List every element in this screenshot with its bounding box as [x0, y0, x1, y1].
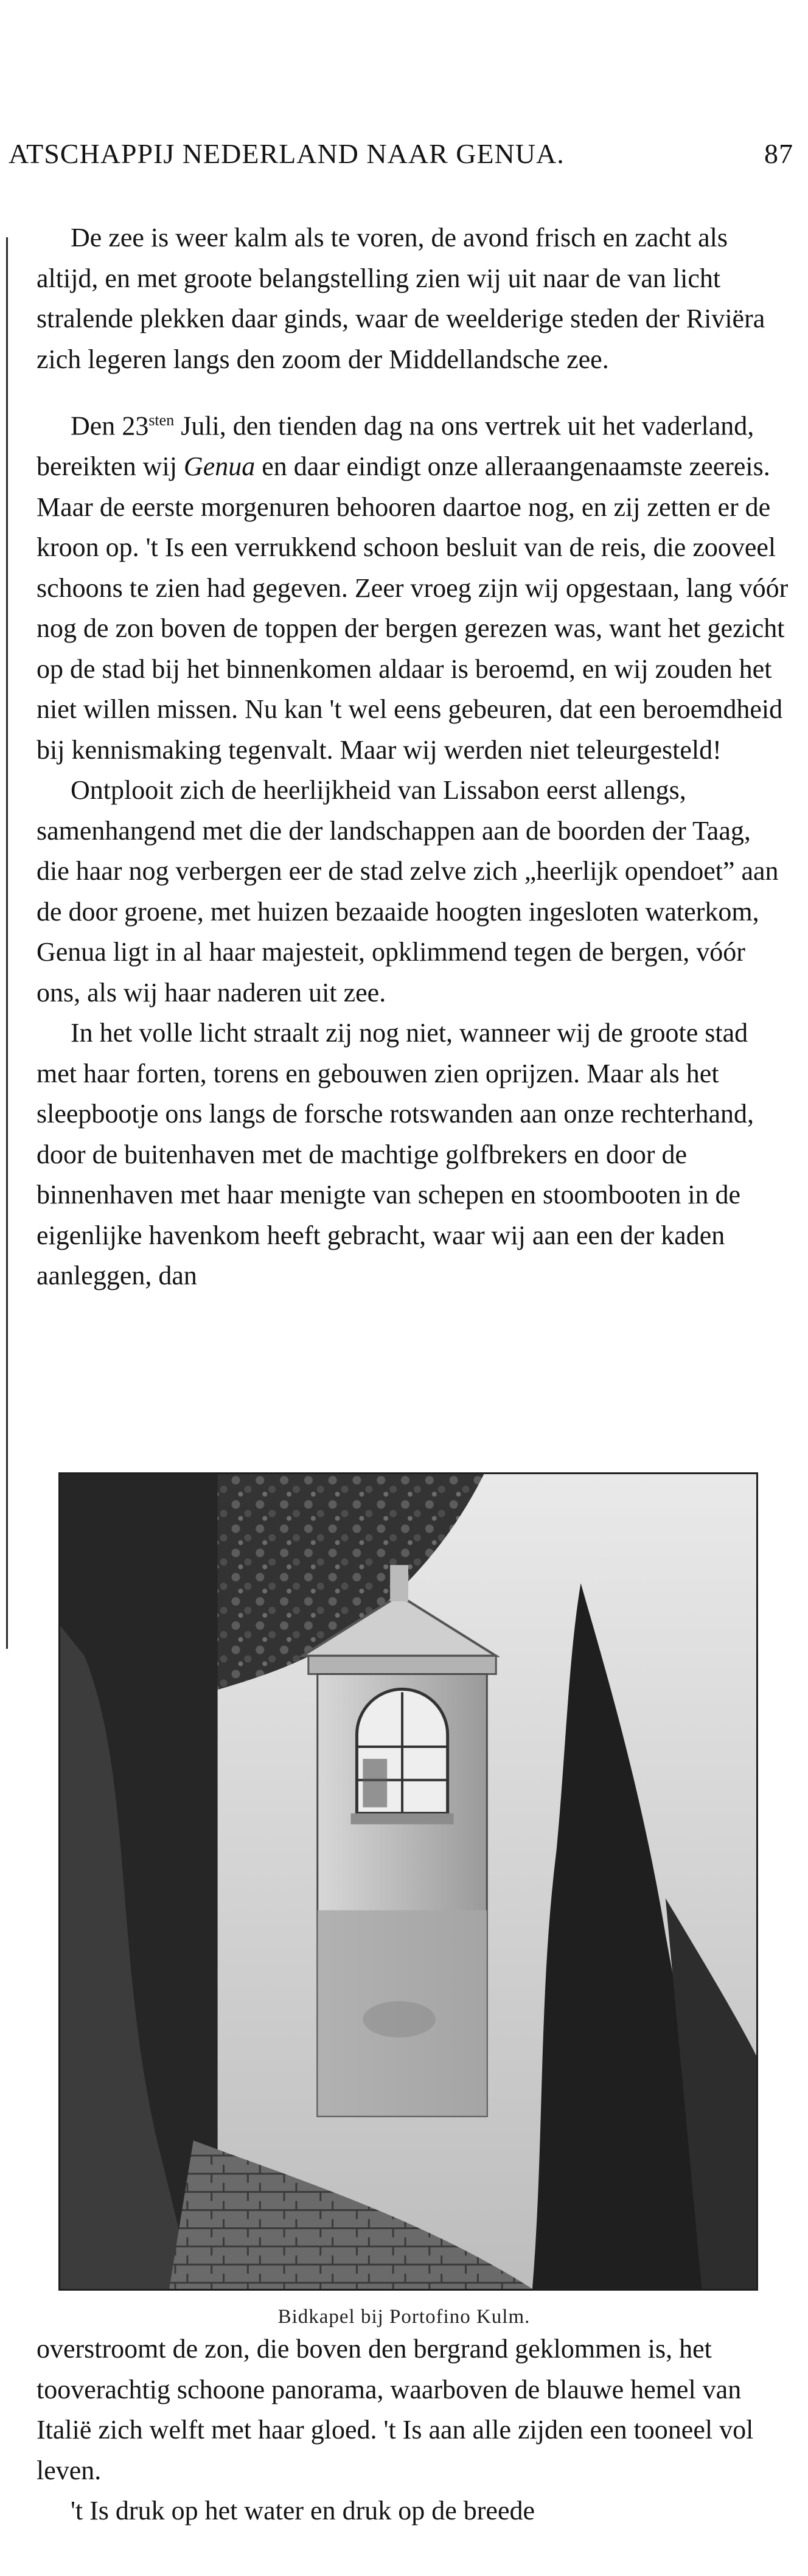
date-day: 23: [122, 411, 149, 441]
paragraph-2: Den $23^{sten}$ Juli, den tienden dag na ons vertrek uit het vaderland, bereikten wij Genua en daar eindigt onze alleraangenaamste zeereis. Maar de eerste morgenuren behooren daartoe nog, en zij zetten er de kroon op. 't Is een verrukkend schoon besluit van de reis, die zooveel schoons te zien had gegeven. Zeer vroeg zijn wij opgestaan, lang vóór nog de zon boven de toppen der bergen gerezen was, want het gezicht op de stad bij het binnenkomen aldaar is beroemd, en wij zouden het niet willen missen. Nu kan 't wel eens gebeuren, dat een beroemdheid bij kennismaking tegenvalt. Maar wij werden niet teleurgesteld!: [37, 411, 789, 765]
date-rest: Juli, den tienden dag na ons vertrek uit het vaderland, bereikten wij: [37, 411, 754, 482]
figure-caption: Bidkapel bij Portofino Kulm.: [277, 2306, 531, 2328]
margin-rule: [6, 237, 8, 1649]
paragraph-6: 't Is druk op het water en druk op de breede: [71, 2496, 535, 2526]
cornice: [308, 1656, 496, 1674]
body-text-bottom: [37, 2329, 789, 2532]
figure-photo-chapel: [58, 1472, 758, 2291]
chapel-photo-illustration: [60, 1474, 756, 2289]
roof-finial: [390, 1565, 408, 1601]
page-number: 87: [764, 138, 793, 169]
running-head: [9, 138, 793, 180]
date-suffix: sten: [148, 411, 175, 429]
window-sill: [350, 1814, 453, 1825]
paragraph-1: De zee is weer kalm als te voren, de avond frisch en zacht als altijd, en met groote belangstelling zien wij uit naar de van licht stralende plekken daar ginds, waar de weelderige steden der Riviëra zich legeren langs den zoom der Middellandsche zee.: [37, 223, 765, 374]
city-name-italic: Genua: [183, 451, 256, 482]
paragraph-3: Ontplooit zich de heerlijkheid van Lissabon eerst allengs, samenhangend met die der landschappen aan de boorden der Taag, die haar nog verbergen eer de stad zelve zich „heerlijk opendoet” aan de door groene, met huizen bezaaide hoogten ingesloten waterkom, Genua ligt in al haar majesteit, opklimmend tegen de bergen, vóór ons, als wij haar naderen uit zee.: [37, 775, 779, 1008]
paragraph-gap: [37, 380, 789, 400]
window-shadow: [363, 1759, 387, 1808]
paragraph-5: overstroomt de zon, die boven den bergrand geklommen is, het tooverachtig schoone panorama, waarboven de blauwe hemel van Italië zich welft met haar gloed. 't Is aan alle zijden een tooneel vol leven.: [37, 2334, 754, 2485]
body-text-top: [37, 218, 789, 1297]
weathered-plaque: [363, 2001, 435, 2038]
running-head-title: ATSCHAPPIJ NEDERLAND NAAR GENUA.: [9, 138, 565, 169]
paragraph-4: In het volle licht straalt zij nog niet, wanneer wij de groote stad met haar forten, torens en gebouwen zien oprijzen. Maar als het sleepbootje ons langs de forsche rotswanden aan onze rechterhand, door de buitenhaven met de machtige golfbrekers en door de binnenhaven met haar menigte van schepen en stoombooten in de eigenlijke havenkom heeft gebracht, waar wij aan een der kaden aanleggen, dan: [37, 1018, 754, 1291]
